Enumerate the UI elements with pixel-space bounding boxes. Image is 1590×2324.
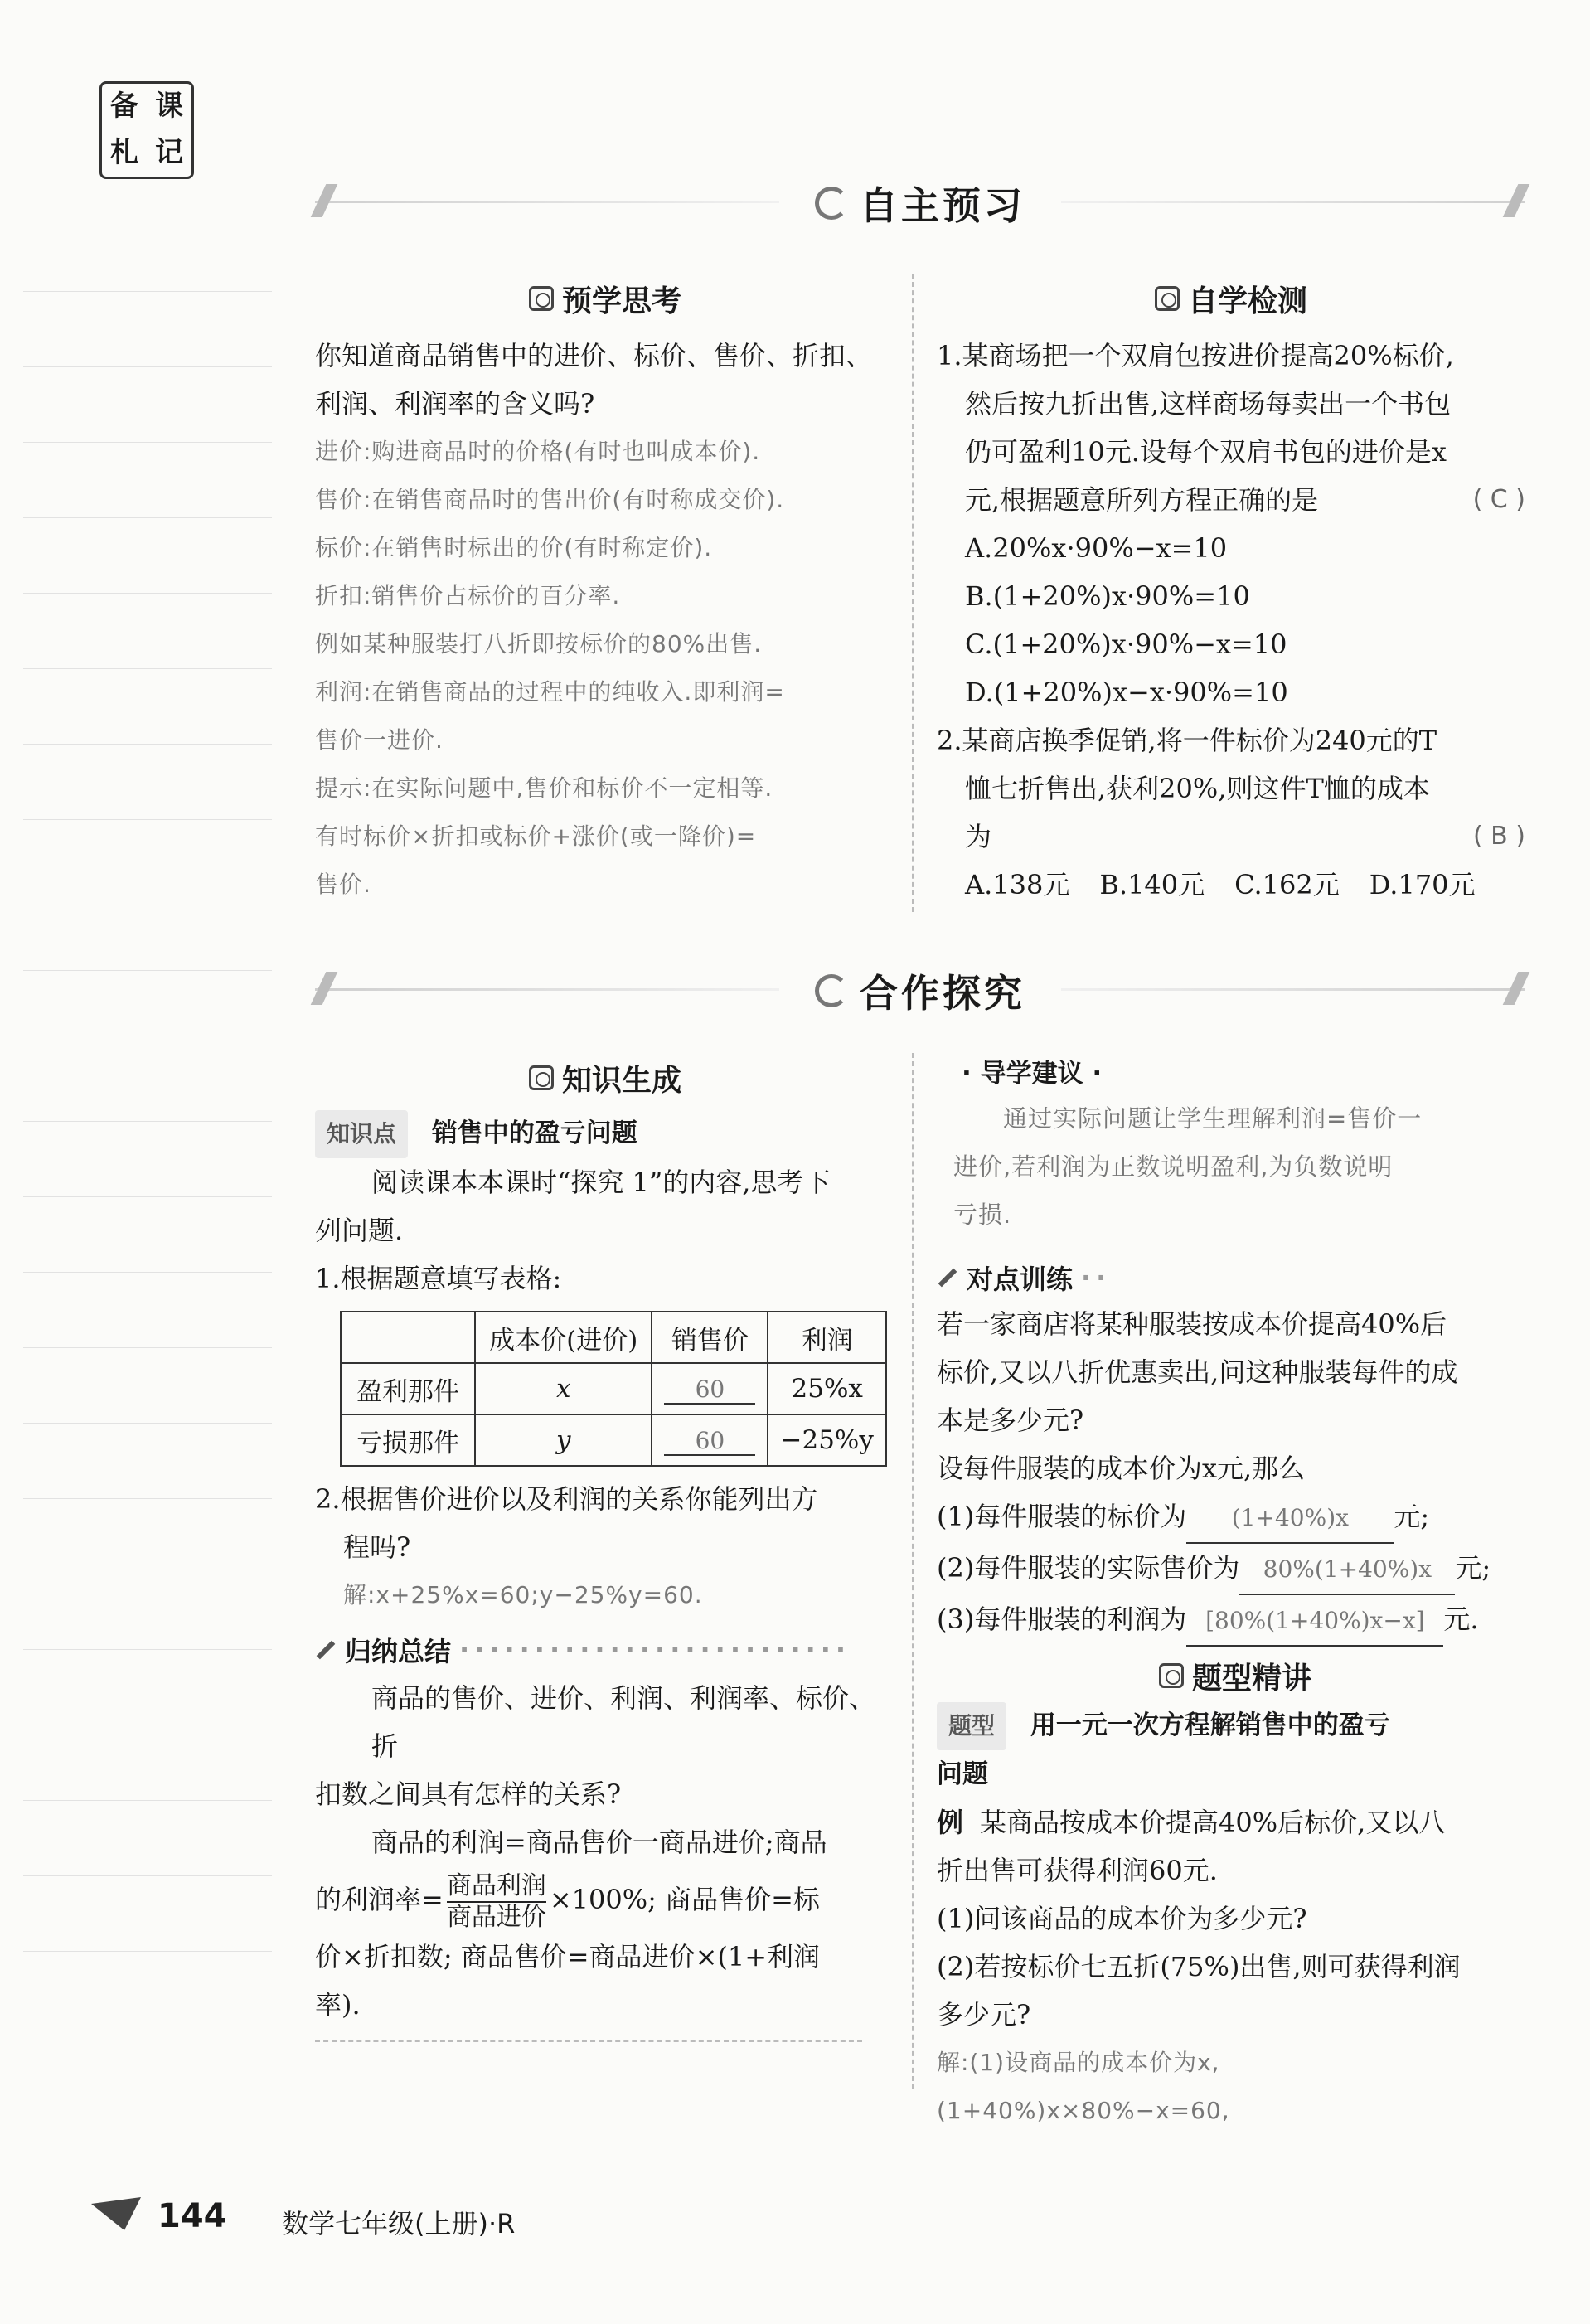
notes-line: 利润:在销售商品的过程中的纯收入.即利润= — [315, 678, 785, 706]
fill-answer: 80%(1+40%)x — [1239, 1545, 1455, 1595]
guide-line: 亏损. — [953, 1201, 1012, 1229]
table-cell — [652, 1363, 768, 1414]
fill-suffix: 元. — [1443, 1604, 1479, 1635]
table-cell: 亏损那件 — [341, 1414, 475, 1466]
preview-thinking — [315, 274, 895, 909]
swirl-icon — [815, 187, 848, 220]
profit-rate-fraction — [447, 1871, 546, 1933]
table-header: 利润 — [768, 1312, 886, 1363]
question-line: 2.根据售价进价以及利润的关系你能列出方 — [315, 1483, 818, 1515]
q1-answer: ( C ) — [1472, 485, 1525, 514]
type-title: 用一元一次方程解销售中的盈亏 — [1030, 1710, 1390, 1740]
fraction-numerator: 商品利润 — [447, 1871, 546, 1903]
fill-suffix: 元; — [1455, 1552, 1491, 1584]
notes-line: 进价:购进商品时的价格(有时也叫成本价). — [315, 438, 761, 465]
intro-line: 列问题. — [315, 1215, 404, 1246]
guide-heading: · 导学建议 · — [962, 1059, 1103, 1089]
notes-line: 例如某种服装打八折即按标价的80%出售. — [315, 630, 763, 657]
fill-prefix: (2)每件服装的实际售价为 — [937, 1552, 1240, 1584]
option: C.162元 — [1234, 869, 1340, 900]
stamp-char: 札 — [110, 136, 138, 169]
q2-line: 为 — [965, 821, 992, 852]
stamp-char: 记 — [155, 136, 183, 169]
summary-line: 扣数之间具有怎样的关系? — [315, 1778, 622, 1810]
q1-line: 仍可盈利10元.设每个双肩书包的进价是x — [965, 436, 1447, 468]
notes-line: 售价. — [315, 871, 371, 898]
table-row — [341, 1414, 886, 1466]
section-header-explore — [315, 953, 1525, 1028]
filled-answer: 60 — [664, 1427, 755, 1456]
example-line: 某商品按成本价提高40%后标价,又以八 — [980, 1807, 1446, 1838]
fraction-denominator: 商品进价 — [446, 1902, 546, 1932]
practice-line: 设每件服装的成本价为x元,那么 — [937, 1453, 1306, 1484]
page-number: 144 — [158, 2197, 227, 2235]
summary-text: ×100%; 商品售价=标 — [549, 1884, 820, 1915]
table-cell: y — [475, 1414, 652, 1466]
table-header-row — [341, 1312, 886, 1363]
fill-answer: [80%(1+40%)x−x] — [1186, 1597, 1443, 1647]
self-test — [937, 274, 1525, 909]
option: C.(1+20%)x·90%−x=10 — [965, 628, 1287, 660]
table-header — [341, 1312, 475, 1363]
summary-line: 商品的售价、进价、利润、利润率、标价、折 — [371, 1682, 876, 1762]
example-line: 多少元? — [937, 1999, 1031, 2030]
handwritten-answer: (1+40%)x×80%−x=60, — [937, 2097, 1230, 2124]
intro-line: 阅读课本本课时“探究 1”的内容,思考下 — [371, 1167, 831, 1198]
bookmark-icon — [1155, 286, 1180, 311]
summary-title: 归纳总结 — [345, 1636, 452, 1667]
question-line: 程吗? — [343, 1531, 411, 1563]
question-text: 你知道商品销售中的进价、标价、售价、折扣、利润、利润率的含义吗? — [315, 340, 873, 420]
table-cell: −25%y — [768, 1414, 886, 1466]
option: A.20%x·90%−x=10 — [965, 532, 1228, 564]
dotted-rule: ·· — [1081, 1262, 1112, 1293]
handwritten-answer: 解:x+25%x=60;y−25%y=60. — [343, 1581, 703, 1608]
magnifier-icon — [815, 974, 848, 1007]
lesson-notes-stamp — [99, 81, 194, 179]
book-title: 数学七年级(上册)·R — [282, 2208, 516, 2239]
footer-triangle-icon — [91, 2197, 141, 2230]
dotted-rule: ·························· — [459, 1634, 851, 1666]
question-line: 1.根据题意填写表格: — [315, 1263, 562, 1294]
fill-answer: (1+40%)x — [1186, 1494, 1394, 1544]
notes-line: 折扣:销售价占标价的百分率. — [315, 582, 621, 609]
summary-line: 率). — [315, 1989, 361, 2021]
table-header: 成本价(进价) — [475, 1312, 652, 1363]
type-label: 题型 — [937, 1702, 1006, 1750]
subsection-title: 预学思考 — [561, 284, 681, 318]
example-label: 例 — [937, 1807, 964, 1838]
pencil-icon — [938, 1269, 957, 1288]
bookmark-icon — [529, 286, 554, 311]
subsection-title: 题型精讲 — [1191, 1661, 1311, 1696]
subsection-title: 自学检测 — [1187, 284, 1307, 318]
section-title: 合作探究 — [860, 971, 1025, 1016]
notes-line: 有时标价×折扣或标价+涨价(或一降价)= — [315, 822, 757, 850]
example-line: (2)若按标价七五折(75%)出售,则可获得利润 — [937, 1951, 1461, 1982]
section-header-preview — [315, 166, 1525, 240]
example-line: 折出售可获得利润60元. — [937, 1855, 1218, 1886]
explore-right-column — [937, 1053, 1534, 2135]
table-cell: 盈利那件 — [341, 1363, 475, 1414]
notes-line: 售价:在销售商品时的售出价(有时称成交价). — [315, 486, 785, 513]
summary-bottom-rule — [315, 2040, 862, 2042]
summary-line: 商品的利润=商品售价一商品进价;商品 — [371, 1827, 827, 1858]
q2-line: 2.某商店换季促销,将一件标价为240元的T — [937, 725, 1437, 756]
bookmark-icon — [529, 1065, 554, 1090]
subsection-title: 知识生成 — [561, 1063, 681, 1098]
fill-prefix: (3)每件服装的利润为 — [937, 1604, 1187, 1635]
practice-line: 若一家商店将某种服装按成本价提高40%后 — [937, 1308, 1447, 1340]
filled-answer: 60 — [664, 1375, 755, 1405]
table-cell — [652, 1414, 768, 1466]
option: A.138元 — [965, 869, 1070, 900]
column-divider — [912, 274, 914, 912]
handwritten-answer: 解:(1)设商品的成本价为x, — [937, 2049, 1220, 2076]
notes-line: 标价:在销售时标出的价(有时称定价). — [315, 534, 713, 561]
knowledge-point-title: 销售中的盈亏问题 — [431, 1118, 637, 1148]
notes-line: 售价一进价. — [315, 726, 444, 754]
notes-line: 提示:在实际问题中,售价和标价不一定相等. — [315, 774, 773, 802]
guide-line: 进价,若利润为正数说明盈利,为负数说明 — [953, 1152, 1394, 1181]
practice-heading: 对点训练 — [967, 1264, 1074, 1295]
option: D.170元 — [1369, 869, 1476, 900]
table-cell: 25%x — [768, 1363, 886, 1414]
knowledge-point-label: 知识点 — [315, 1110, 408, 1158]
section-title: 自主预习 — [860, 183, 1025, 228]
bookmark-icon — [1159, 1663, 1184, 1688]
table-header: 销售价 — [652, 1312, 768, 1363]
q2-answer: ( B ) — [1472, 822, 1525, 851]
option: B.(1+20%)x·90%=10 — [965, 580, 1250, 612]
summary-line: 价×折扣数; 商品售价=商品进价×(1+利润 — [315, 1941, 821, 1972]
fill-prefix: (1)每件服装的标价为 — [937, 1501, 1187, 1532]
stamp-char: 备 — [110, 90, 138, 123]
q2-line: 恤七折售出,获利20%,则这件T恤的成本 — [965, 773, 1430, 804]
fill-suffix: 元; — [1394, 1501, 1430, 1532]
type-title: 问题 — [937, 1759, 988, 1789]
option: D.(1+20%)x−x·90%=10 — [965, 677, 1288, 708]
practice-line: 标价,又以八折优惠卖出,问这种服装每件的成 — [937, 1356, 1458, 1388]
example-line: (1)问该商品的成本价为多少元? — [937, 1903, 1307, 1934]
option: B.140元 — [1099, 869, 1205, 900]
q1-line: 元,根据题意所列方程正确的是 — [965, 484, 1319, 516]
summary-text: 的利润率= — [315, 1884, 444, 1915]
q1-line: 然后按九折出售,这样商场每卖出一个书包 — [965, 388, 1452, 420]
knowledge-generation — [315, 1053, 895, 2042]
practice-line: 本是多少元? — [937, 1405, 1084, 1436]
table-cell: x — [475, 1363, 652, 1414]
stamp-char: 课 — [155, 90, 183, 123]
margin-note-lines — [23, 216, 272, 2164]
q1-line: 1.某商场把一个双肩包按进价提高20%标价, — [937, 340, 1454, 371]
pencil-icon — [317, 1641, 336, 1660]
table-row — [341, 1363, 886, 1414]
column-divider — [912, 1053, 914, 2089]
profit-table — [340, 1311, 887, 1467]
guide-line: 通过实际问题让学生理解利润=售价一 — [1003, 1104, 1423, 1133]
